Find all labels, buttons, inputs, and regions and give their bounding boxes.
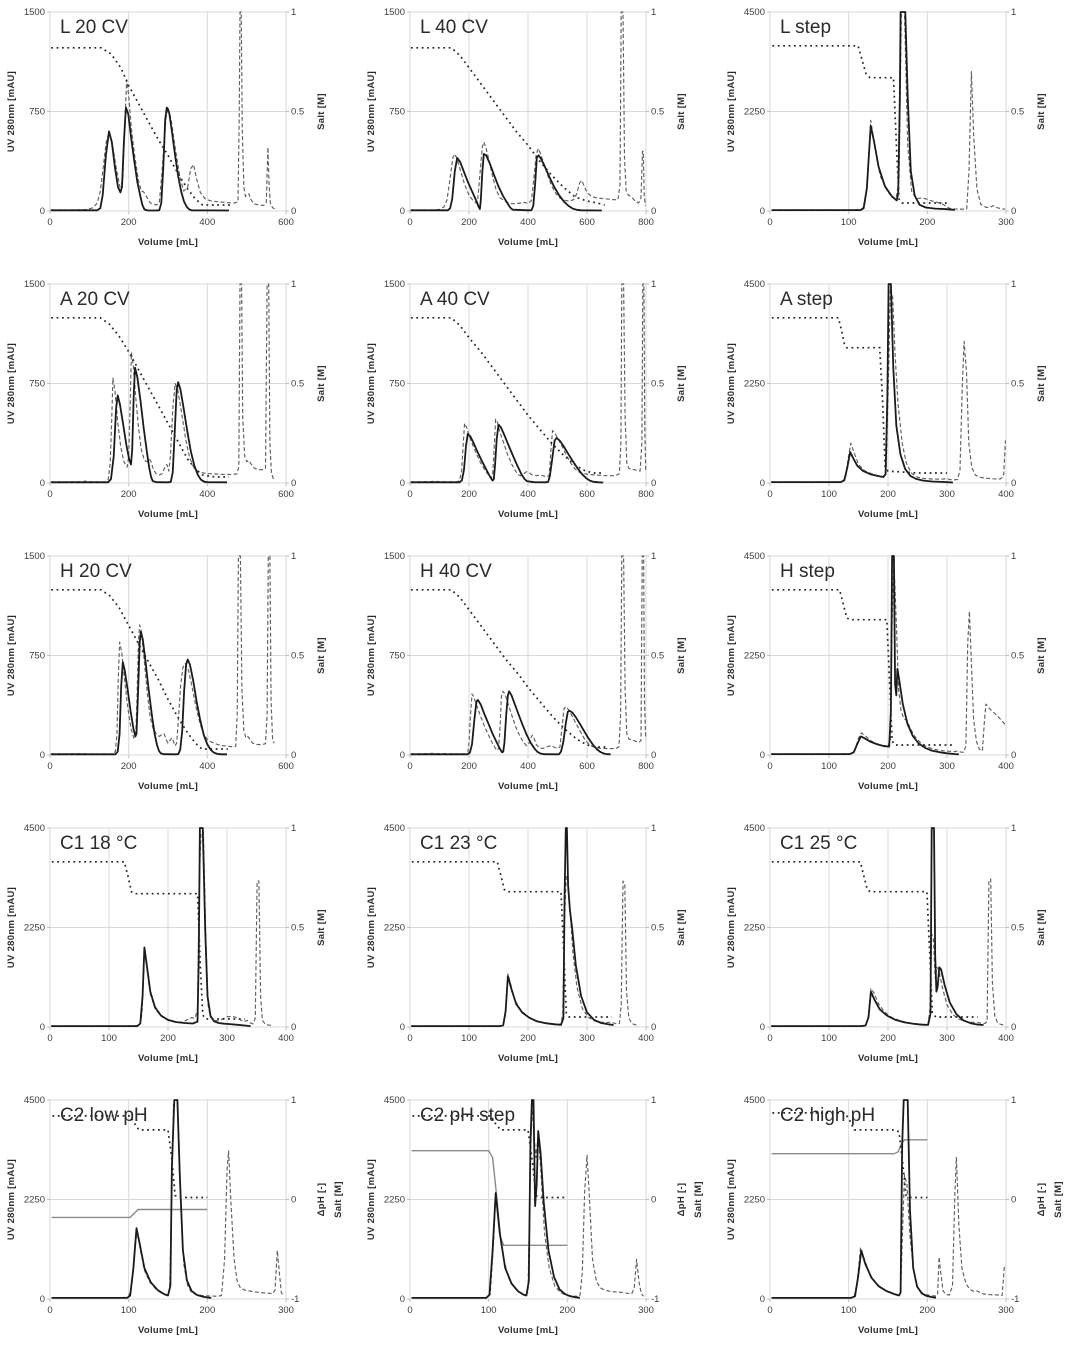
y-axis-label-right-0: Salt [M] <box>1036 637 1047 674</box>
x-tick-label: 400 <box>199 217 216 228</box>
y-tick-label-left: 0 <box>759 1022 765 1033</box>
y-tick-label-left: 0 <box>759 206 765 217</box>
chart-svg <box>720 544 1080 816</box>
chart-title: L step <box>780 17 832 38</box>
x-tick-label: 100 <box>840 217 857 228</box>
x-tick-label: 0 <box>407 1305 413 1316</box>
x-tick-label: 300 <box>939 489 955 500</box>
y-tick-label-left: 4500 <box>743 7 765 18</box>
y-tick-label-right: 1 <box>1011 1095 1017 1106</box>
x-tick-label: 200 <box>880 1033 896 1044</box>
y-tick-label-left: 1500 <box>383 7 405 18</box>
x-tick-label: 400 <box>998 761 1014 772</box>
y-tick-label-left: 0 <box>39 206 45 217</box>
chart-panel <box>360 0 720 272</box>
y-tick-label-left: 0 <box>399 1022 405 1033</box>
y-axis-label-left: UV 280nm [mAU] <box>726 70 737 153</box>
chart-panel <box>360 816 720 1088</box>
x-tick-label: 600 <box>579 489 595 500</box>
chart-panel <box>720 272 1080 544</box>
y-axis-label-right-0: Salt [M] <box>676 637 687 674</box>
x-tick-label: 200 <box>919 1305 936 1316</box>
y-axis-label-right-0: Salt [M] <box>1036 909 1047 946</box>
x-tick-label: 200 <box>120 217 137 228</box>
y-axis-label-right-1: Salt [M] <box>1053 1181 1064 1218</box>
y-tick-label-right: 1 <box>651 823 657 834</box>
chart-panel <box>720 1088 1080 1360</box>
simulated-curve <box>52 1100 212 1298</box>
x-tick-label: 0 <box>767 761 773 772</box>
x-tick-label: 300 <box>998 217 1014 228</box>
x-axis-label: Volume [mL] <box>137 781 199 792</box>
y-axis-label-right-0: Salt [M] <box>316 637 327 674</box>
x-axis-label: Volume [mL] <box>497 1325 559 1336</box>
x-tick-label: 0 <box>47 217 53 228</box>
chart-title: C1 23 °C <box>420 833 498 854</box>
chart-panel <box>720 816 1080 1088</box>
chart-panel <box>0 544 360 816</box>
y-tick-label-right: -1 <box>291 1294 300 1305</box>
y-axis-label-left: UV 280nm [mAU] <box>726 342 737 425</box>
y-axis-label-right-0: Salt [M] <box>676 909 687 946</box>
chart-svg <box>360 272 720 544</box>
x-tick-label: 0 <box>767 1033 773 1044</box>
y-tick-label-right: 0.5 <box>291 922 305 934</box>
y-axis-label-left: UV 280nm [mAU] <box>366 342 377 425</box>
y-axis-label-right-0: ΔpH [-] <box>316 1182 327 1217</box>
x-tick-label: 400 <box>278 1033 294 1044</box>
chart-title: L 40 CV <box>420 17 488 38</box>
y-tick-label-left: 0 <box>759 750 765 761</box>
x-axis-label: Volume [mL] <box>137 1325 199 1336</box>
x-tick-label: 200 <box>559 1305 576 1316</box>
y-tick-label-right: 1 <box>651 279 657 290</box>
y-tick-label-right: 0.5 <box>291 378 305 390</box>
experimental-curve <box>51 556 274 754</box>
x-axis-label: Volume [mL] <box>857 1053 919 1064</box>
chart-title: A 40 CV <box>420 289 490 310</box>
y-tick-label-left: 1500 <box>383 279 405 290</box>
delta-ph-curve <box>772 1140 928 1154</box>
x-tick-label: 0 <box>767 489 773 500</box>
y-tick-label-left: 0 <box>39 750 45 761</box>
y-tick-label-left: 0 <box>399 1294 405 1305</box>
y-tick-label-right: 0 <box>1011 206 1017 217</box>
salt-gradient-curve <box>412 862 612 1017</box>
y-tick-label-left: 0 <box>399 478 405 489</box>
x-tick-label: 400 <box>520 761 536 772</box>
x-tick-label: 300 <box>278 1305 294 1316</box>
x-tick-label: 100 <box>840 1305 857 1316</box>
y-tick-label-left: 750 <box>29 650 45 662</box>
x-tick-label: 200 <box>880 489 896 500</box>
x-tick-label: 200 <box>461 761 477 772</box>
y-tick-label-right: 0 <box>1011 1194 1017 1206</box>
y-axis-label-left: UV 280nm [mAU] <box>6 886 17 969</box>
x-tick-label: 600 <box>278 489 294 500</box>
y-tick-label-right: 1 <box>291 823 297 834</box>
y-axis-label-left: UV 280nm [mAU] <box>726 1158 737 1241</box>
x-tick-label: 200 <box>461 217 477 228</box>
salt-gradient-curve <box>412 1116 567 1198</box>
y-tick-label-right: 0 <box>651 1194 657 1206</box>
y-tick-label-right: 0.5 <box>651 106 665 118</box>
y-tick-label-left: 2250 <box>743 922 765 934</box>
chart-title: L 20 CV <box>60 17 128 38</box>
y-tick-label-right: 1 <box>291 7 297 18</box>
y-tick-label-right: 0 <box>1011 1022 1017 1033</box>
y-axis-label-left: UV 280nm [mAU] <box>6 614 17 697</box>
chart-svg <box>0 816 360 1088</box>
y-axis-label-left: UV 280nm [mAU] <box>366 614 377 697</box>
chart-svg <box>720 1088 1080 1360</box>
y-tick-label-right: 0.5 <box>651 378 665 390</box>
x-tick-label: 200 <box>919 217 936 228</box>
y-tick-label-left: 4500 <box>23 1095 45 1106</box>
x-tick-label: 0 <box>767 217 773 228</box>
y-axis-label-right-0: Salt [M] <box>316 93 327 130</box>
x-tick-label: 200 <box>120 761 137 772</box>
chart-panel <box>720 0 1080 272</box>
y-tick-label-right: 1 <box>651 7 657 18</box>
y-tick-label-left: 1500 <box>23 551 45 562</box>
y-tick-label-left: 750 <box>389 650 405 662</box>
x-tick-label: 400 <box>520 489 536 500</box>
y-tick-label-right: -1 <box>1011 1294 1020 1305</box>
y-tick-label-right: 0 <box>1011 750 1017 761</box>
x-tick-label: 0 <box>47 1033 53 1044</box>
x-tick-label: 400 <box>199 489 216 500</box>
x-tick-label: 300 <box>579 1033 595 1044</box>
experimental-curve <box>51 284 274 482</box>
y-tick-label-left: 750 <box>389 106 405 118</box>
salt-gradient-curve <box>772 590 953 745</box>
y-tick-label-left: 2250 <box>743 378 765 390</box>
x-tick-label: 100 <box>480 1305 497 1316</box>
chart-svg <box>360 544 720 816</box>
y-tick-label-right: 0 <box>291 206 297 217</box>
chart-svg <box>0 1088 360 1360</box>
x-tick-label: 100 <box>821 489 837 500</box>
x-tick-label: 400 <box>520 217 536 228</box>
x-tick-label: 100 <box>821 1033 837 1044</box>
x-tick-label: 800 <box>638 761 654 772</box>
chart-svg <box>720 816 1080 1088</box>
x-axis-label: Volume [mL] <box>497 509 559 520</box>
chart-svg <box>0 0 360 272</box>
x-axis-label: Volume [mL] <box>857 237 919 248</box>
y-axis-label-left: UV 280nm [mAU] <box>6 70 17 153</box>
x-axis-label: Volume [mL] <box>137 1053 199 1064</box>
chart-title: C2 low pH <box>60 1105 148 1126</box>
chart-title: C2 pH step <box>420 1105 516 1126</box>
x-tick-label: 200 <box>461 489 477 500</box>
chart-panel <box>0 1088 360 1360</box>
y-tick-label-right: 0.5 <box>1011 922 1025 934</box>
experimental-curve <box>772 1158 1006 1298</box>
x-tick-label: 200 <box>160 1033 176 1044</box>
salt-gradient-curve <box>52 1116 207 1198</box>
y-axis-label-left: UV 280nm [mAU] <box>726 614 737 697</box>
y-tick-label-left: 0 <box>39 478 45 489</box>
y-axis-label-left: UV 280nm [mAU] <box>366 1158 377 1241</box>
y-tick-label-right: 0 <box>291 750 297 761</box>
y-tick-label-left: 1500 <box>23 279 45 290</box>
y-tick-label-right: 0 <box>651 478 657 489</box>
x-tick-label: 400 <box>199 761 216 772</box>
y-tick-label-left: 1500 <box>383 551 405 562</box>
y-axis-label-right-0: Salt [M] <box>316 365 327 402</box>
experimental-curve <box>772 12 1006 210</box>
y-tick-label-right: 0 <box>1011 478 1017 489</box>
x-tick-label: 100 <box>821 761 837 772</box>
y-tick-label-right: 0 <box>651 750 657 761</box>
chart-panel <box>360 544 720 816</box>
chart-panel <box>0 816 360 1088</box>
simulated-curve <box>51 368 227 483</box>
y-tick-label-left: 0 <box>759 478 765 489</box>
chart-title: C1 18 °C <box>60 833 138 854</box>
y-tick-label-right: 1 <box>291 551 297 562</box>
y-tick-label-left: 2250 <box>383 1194 405 1206</box>
x-tick-label: 800 <box>638 489 654 500</box>
y-tick-label-left: 1500 <box>23 7 45 18</box>
x-tick-label: 400 <box>998 489 1014 500</box>
chart-panel <box>360 272 720 544</box>
chart-title: A step <box>780 289 833 310</box>
chart-svg <box>0 272 360 544</box>
y-tick-label-right: 1 <box>1011 279 1017 290</box>
salt-gradient-curve <box>411 590 605 747</box>
salt-gradient-curve <box>772 318 947 473</box>
x-tick-label: 0 <box>407 489 413 500</box>
y-tick-label-left: 2250 <box>743 650 765 662</box>
x-tick-label: 0 <box>767 1305 773 1316</box>
salt-gradient-curve <box>411 48 605 205</box>
y-axis-label-right-1: Salt [M] <box>693 1181 704 1218</box>
y-tick-label-right: 0.5 <box>1011 650 1025 662</box>
x-tick-label: 200 <box>880 761 896 772</box>
delta-ph-curve <box>52 1210 208 1218</box>
y-tick-label-left: 4500 <box>743 1095 765 1106</box>
chart-title: A 20 CV <box>60 289 130 310</box>
x-tick-label: 400 <box>998 1033 1014 1044</box>
x-tick-label: 600 <box>278 217 294 228</box>
y-axis-label-left: UV 280nm [mAU] <box>366 886 377 969</box>
y-tick-label-right: 0 <box>291 1194 297 1206</box>
y-tick-label-left: 2250 <box>23 922 45 934</box>
y-tick-label-left: 2250 <box>743 106 765 118</box>
y-axis-label-right-1: Salt [M] <box>333 1181 344 1218</box>
simulated-curve <box>51 632 227 755</box>
chart-svg <box>720 272 1080 544</box>
y-tick-label-right: 1 <box>1011 551 1017 562</box>
y-tick-label-left: 4500 <box>383 1095 405 1106</box>
y-axis-label-right-0: ΔpH [-] <box>676 1182 687 1217</box>
chart-panel <box>0 272 360 544</box>
y-tick-label-right: -1 <box>651 1294 660 1305</box>
y-axis-label-right-0: Salt [M] <box>1036 365 1047 402</box>
chart-title: C2 high pH <box>780 1105 876 1126</box>
simulated-curve <box>412 1100 580 1298</box>
chart-svg <box>360 0 720 272</box>
y-tick-label-left: 750 <box>29 106 45 118</box>
x-tick-label: 100 <box>101 1033 117 1044</box>
x-axis-label: Volume [mL] <box>857 781 919 792</box>
x-tick-label: 300 <box>939 1033 955 1044</box>
x-tick-label: 400 <box>638 1033 654 1044</box>
y-axis-label-left: UV 280nm [mAU] <box>366 70 377 153</box>
chart-svg <box>720 0 1080 272</box>
y-tick-label-right: 1 <box>1011 823 1017 834</box>
x-axis-label: Volume [mL] <box>857 509 919 520</box>
simulated-curve <box>411 691 611 754</box>
x-tick-label: 0 <box>407 217 413 228</box>
experimental-curve <box>412 1104 644 1298</box>
x-tick-label: 0 <box>407 761 413 772</box>
x-tick-label: 200 <box>120 489 137 500</box>
y-tick-label-left: 0 <box>399 206 405 217</box>
y-tick-label-left: 4500 <box>743 551 765 562</box>
x-axis-label: Volume [mL] <box>137 237 199 248</box>
chart-panel <box>0 0 360 272</box>
y-tick-label-left: 0 <box>39 1294 45 1305</box>
y-tick-label-left: 750 <box>29 378 45 390</box>
x-axis-label: Volume [mL] <box>497 237 559 248</box>
y-axis-label-left: UV 280nm [mAU] <box>6 342 17 425</box>
y-tick-label-left: 2250 <box>383 922 405 934</box>
y-tick-label-right: 1 <box>651 1095 657 1106</box>
y-tick-label-left: 2250 <box>743 1194 765 1206</box>
x-tick-label: 0 <box>47 761 53 772</box>
y-tick-label-right: 1 <box>291 1095 297 1106</box>
x-tick-label: 600 <box>579 217 595 228</box>
y-tick-label-left: 0 <box>399 750 405 761</box>
y-tick-label-left: 0 <box>759 1294 765 1305</box>
y-axis-label-left: UV 280nm [mAU] <box>6 1158 17 1241</box>
x-tick-label: 600 <box>579 761 595 772</box>
salt-gradient-curve <box>772 46 949 203</box>
y-axis-label-right-0: Salt [M] <box>676 93 687 130</box>
x-axis-label: Volume [mL] <box>497 781 559 792</box>
y-tick-label-right: 0.5 <box>291 106 305 118</box>
y-tick-label-right: 0 <box>291 478 297 489</box>
y-tick-label-left: 4500 <box>743 823 765 834</box>
x-tick-label: 100 <box>120 1305 137 1316</box>
x-tick-label: 200 <box>520 1033 536 1044</box>
x-tick-label: 300 <box>998 1305 1014 1316</box>
y-tick-label-right: 0.5 <box>291 650 305 662</box>
y-axis-label-right-0: ΔpH [-] <box>1036 1182 1047 1217</box>
simulated-curve <box>411 154 602 211</box>
y-tick-label-right: 0.5 <box>1011 378 1025 390</box>
x-tick-label: 200 <box>199 1305 216 1316</box>
x-tick-label: 0 <box>47 489 53 500</box>
y-axis-label-right-0: Salt [M] <box>676 365 687 402</box>
y-tick-label-right: 1 <box>1011 7 1017 18</box>
y-tick-label-right: 1 <box>291 279 297 290</box>
x-tick-label: 300 <box>939 761 955 772</box>
chart-panel <box>360 1088 720 1360</box>
y-tick-label-left: 4500 <box>383 823 405 834</box>
chart-title: H 40 CV <box>420 561 492 582</box>
y-tick-label-left: 750 <box>389 378 405 390</box>
x-tick-label: 0 <box>407 1033 413 1044</box>
y-tick-label-right: 0 <box>651 1022 657 1033</box>
experimental-curve <box>411 877 639 1026</box>
simulated-curve <box>772 1100 936 1298</box>
x-tick-label: 800 <box>638 217 654 228</box>
x-tick-label: 100 <box>461 1033 477 1044</box>
y-axis-label-left: UV 280nm [mAU] <box>726 886 737 969</box>
y-tick-label-right: 0.5 <box>651 922 665 934</box>
x-tick-label: 300 <box>219 1033 235 1044</box>
x-tick-label: 0 <box>47 1305 53 1316</box>
y-tick-label-left: 4500 <box>23 823 45 834</box>
y-axis-label-right-0: Salt [M] <box>316 909 327 946</box>
y-tick-label-left: 4500 <box>743 279 765 290</box>
salt-gradient-curve <box>52 862 245 1019</box>
chart-svg <box>360 1088 720 1360</box>
chart-svg <box>360 816 720 1088</box>
y-tick-label-left: 0 <box>39 1022 45 1033</box>
simulated-curve <box>51 108 229 211</box>
chart-svg <box>0 544 360 816</box>
y-tick-label-right: 1 <box>651 551 657 562</box>
chart-title: H step <box>780 561 835 582</box>
y-axis-label-right-0: Salt [M] <box>1036 93 1047 130</box>
chart-title: C1 25 °C <box>780 833 858 854</box>
x-tick-label: 300 <box>638 1305 654 1316</box>
y-tick-label-right: 0.5 <box>1011 106 1025 118</box>
salt-gradient-curve <box>411 318 603 473</box>
experimental-curve <box>52 1104 284 1298</box>
x-tick-label: 600 <box>278 761 294 772</box>
x-axis-label: Volume [mL] <box>497 1053 559 1064</box>
y-tick-label-right: 0.5 <box>651 650 665 662</box>
chart-title: H 20 CV <box>60 561 132 582</box>
y-tick-label-right: 0 <box>291 1022 297 1033</box>
salt-gradient-curve <box>51 48 230 205</box>
x-axis-label: Volume [mL] <box>137 509 199 520</box>
x-axis-label: Volume [mL] <box>857 1325 919 1336</box>
y-tick-label-left: 2250 <box>23 1194 45 1206</box>
chart-panel <box>720 544 1080 816</box>
y-tick-label-right: 0 <box>651 206 657 217</box>
